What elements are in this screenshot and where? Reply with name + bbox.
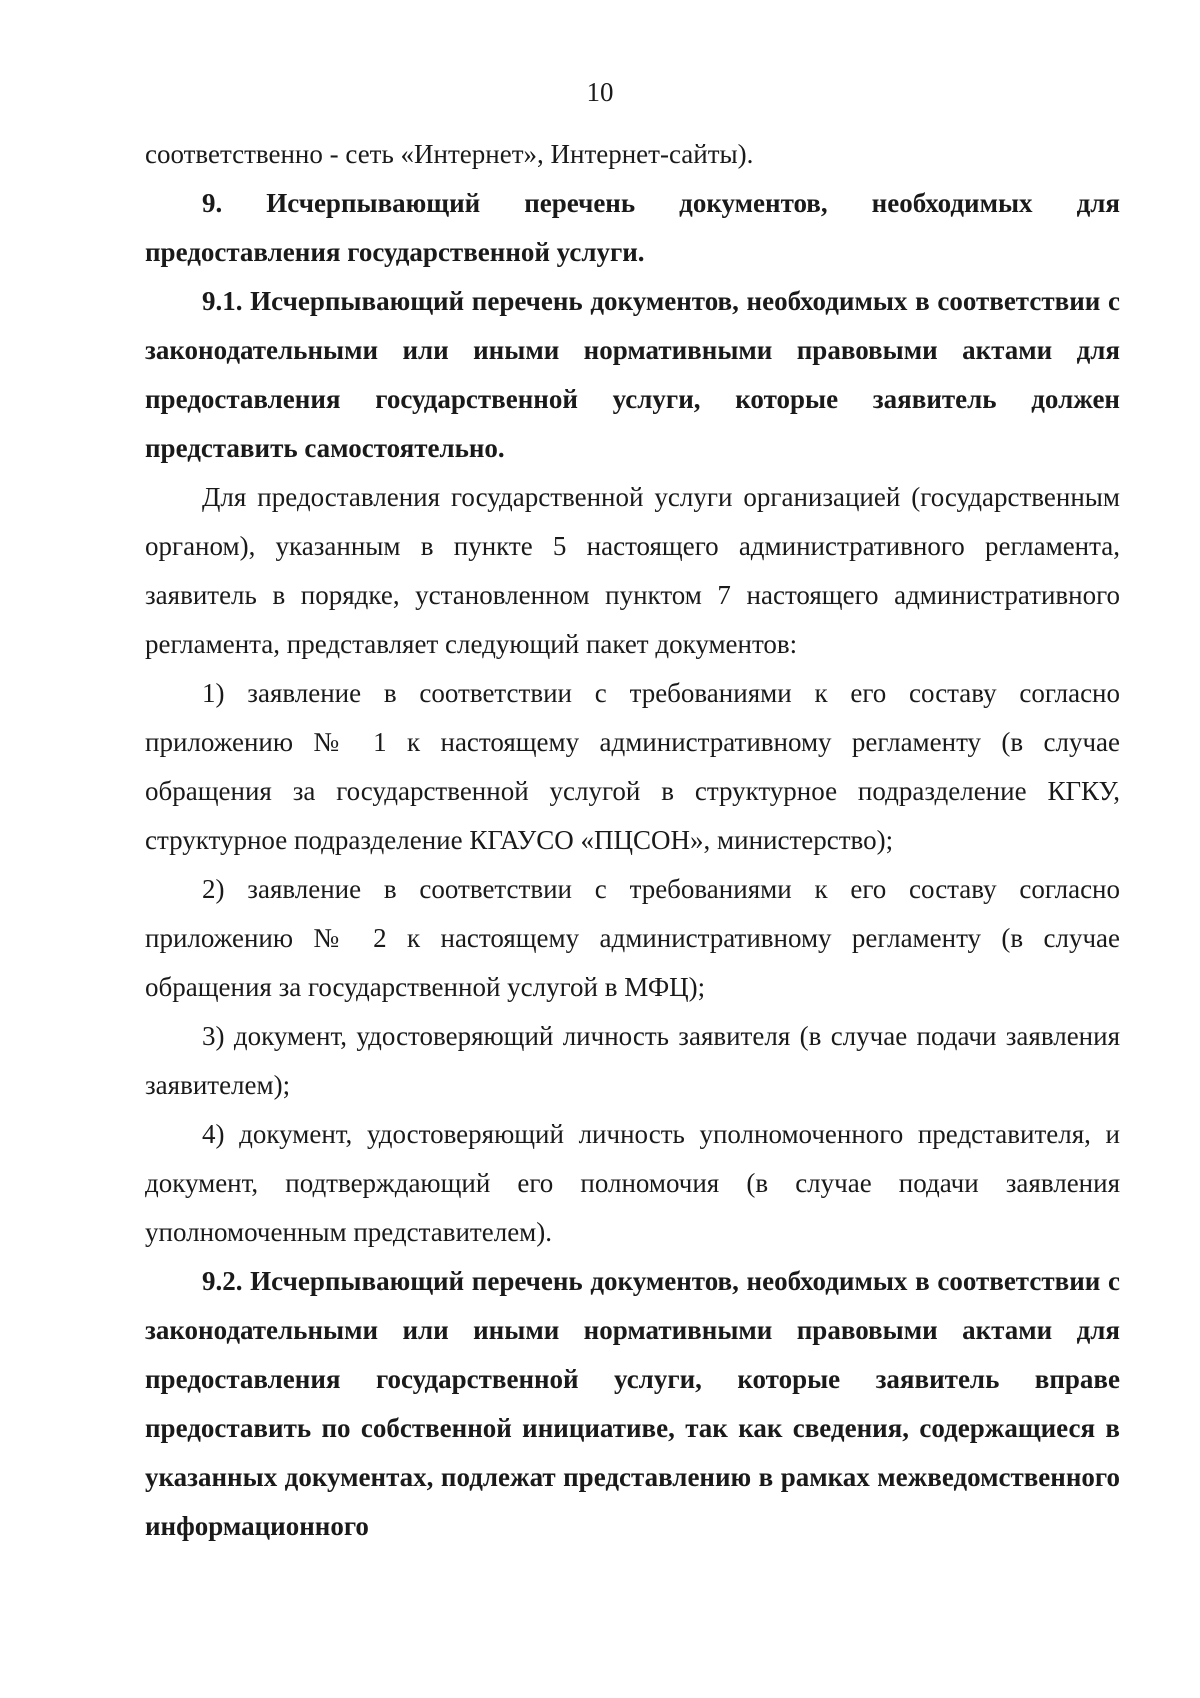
- section-heading-9-2: 9.2. Исчерпывающий перечень документов, необходимых в соответствии с законодательными или иными нормативными правовыми актами для предоставления государственной услуги, которые заявитель вправе предоставить по собственной инициативе, так как сведения, содержащиеся в указанных документах, подлежат представлению в рамках межведомственного информационного: [145, 1266, 1120, 1541]
- paragraph-intro: Для предоставления государственной услуги организацией (государственным органом), указанным в пункте 5 настоящего административного регламента, заявитель в порядке, установленном пунктом 7 настоящего административного регламента, представляет следующий пакет документов:: [145, 482, 1120, 659]
- paragraph-continuation: соответственно - сеть «Интернет», Интернет-сайты).: [145, 139, 754, 169]
- list-item-1: 1) заявление в соответствии с требованиями к его составу согласно приложению № 1 к настоящему административному регламенту (в случае обращения за государственной услугой в структурное подразделение КГКУ, структурное подразделение КГАУСО «ПЦСОН», министерство);: [145, 678, 1120, 855]
- section-heading-9: 9. Исчерпывающий перечень документов, необходимых для предоставления государственной услуги.: [145, 188, 1120, 267]
- list-item-4: 4) документ, удостоверяющий личность уполномоченного представителя, и документ, подтверждающий его полномочия (в случае подачи заявления уполномоченным представителем).: [145, 1119, 1120, 1247]
- section-heading-9-1: 9.1. Исчерпывающий перечень документов, необходимых в соответствии с законодательными или иными нормативными правовыми актами для предоставления государственной услуги, которые заявитель должен представить самостоятельно.: [145, 286, 1120, 463]
- list-item-3: 3) документ, удостоверяющий личность заявителя (в случае подачи заявления заявителем);: [145, 1021, 1120, 1100]
- list-item-2: 2) заявление в соответствии с требованиями к его составу согласно приложению № 2 к настоящему административному регламенту (в случае обращения за государственной услугой в МФЦ);: [145, 874, 1120, 1002]
- document-body: [145, 130, 1120, 1551]
- page-number: 10: [586, 77, 614, 107]
